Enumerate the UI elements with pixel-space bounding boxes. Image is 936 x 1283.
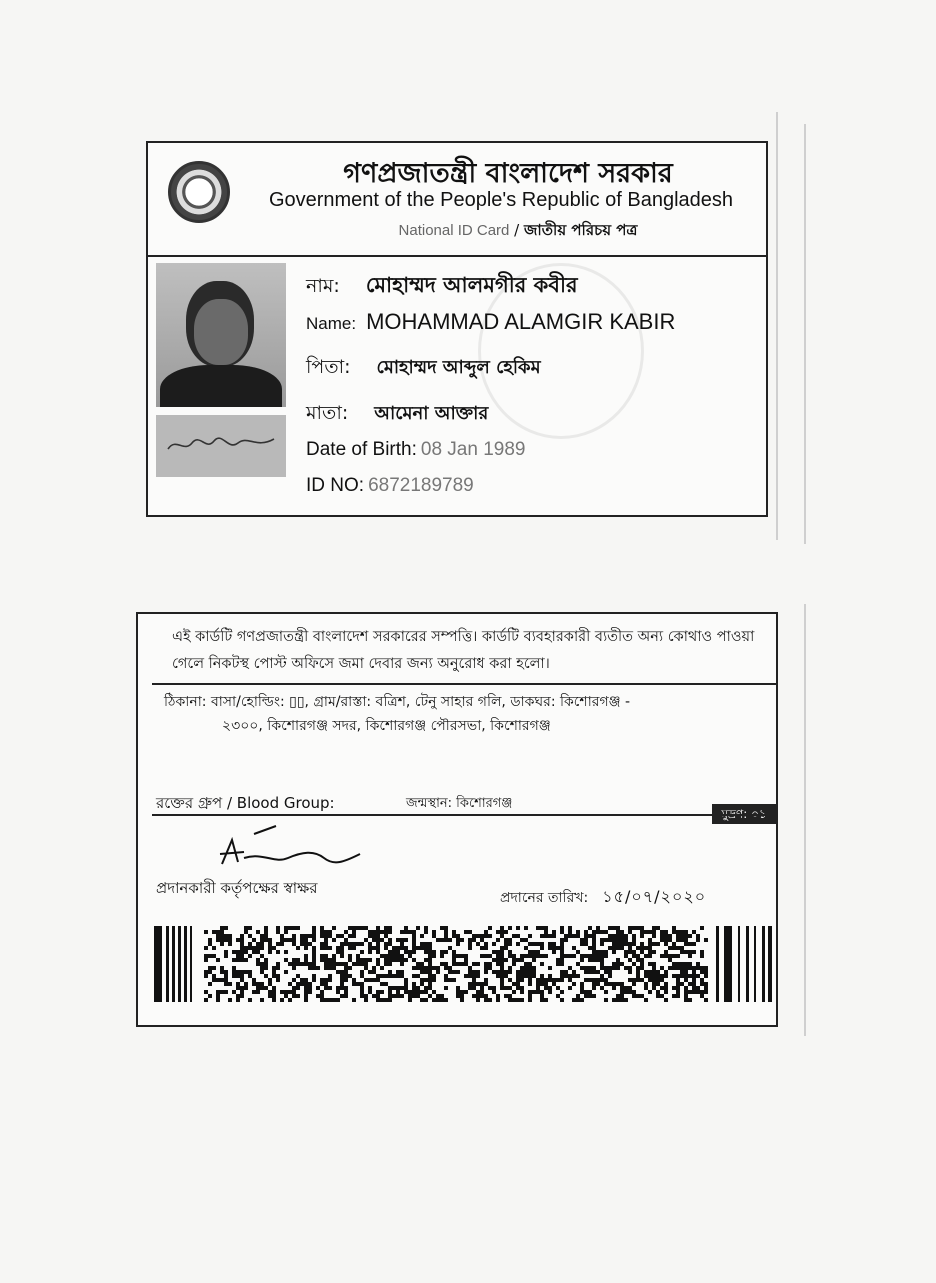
issuer-signature-icon [214, 824, 364, 872]
dob-label: Date of Birth: [306, 439, 417, 460]
card-header [148, 143, 766, 257]
address-label: ঠিকানা: [164, 694, 207, 710]
dob-row [306, 439, 525, 461]
issue-date [500, 884, 706, 911]
card-type-bangla: জাতীয় পরিচয় পত্র [524, 221, 638, 239]
address-value-line-2: ২৩০০, কিশোরগঞ্জ সদর, কিশোরগঞ্জ পৌরসভা, কিশোরগঞ্জ [222, 718, 551, 734]
print-count-badge: মুদ্রণ: ০১ [712, 804, 776, 824]
father-value: মোহাম্মদ আব্দুল হেকিম [376, 357, 541, 378]
divider [152, 683, 776, 685]
government-title-bangla: গণপ্রজাতন্ত্রী বাংলাদেশ সরকার [343, 158, 673, 189]
issue-date-value: ১৫/০৭/২০২০ [602, 887, 707, 906]
birthplace-value: কিশোরগঞ্জ [456, 796, 513, 811]
father-row [306, 353, 541, 385]
address-block [164, 690, 764, 738]
birthplace-label: জন্মস্থান: [406, 796, 452, 811]
signature-scribble-icon [166, 433, 276, 457]
property-notice: এই কার্ডটি গণপ্রজাতন্ত্রী বাংলাদেশ সরকারের সম্পত্তি। কার্ডটি ব্যবহারকারী ব্যতীত অন্য কোথাও পাওয়া গেলে নিকটস্থ পোস্ট অফিসে জমা দেবার জন্য অনুরোধ করা হলো। [172, 629, 755, 672]
blood-group-label: রক্তের গ্রুপ / Blood Group: [156, 794, 335, 812]
government-title-english: Government of the People's Republic of Bangladesh [268, 189, 734, 211]
issue-date-label: প্রদানের তারিখ: [500, 890, 589, 906]
divider [152, 814, 776, 816]
name-english-row [306, 309, 675, 335]
id-number-label: ID NO: [306, 475, 365, 496]
birthplace [406, 794, 512, 815]
name-english-label: Name: [306, 314, 357, 333]
card-type-separator: / [509, 221, 524, 239]
holder-photo [156, 263, 286, 407]
card-type-english: National ID Card [398, 222, 510, 239]
mother-label: মাতা: [306, 402, 349, 424]
paper-edge-right [776, 112, 778, 540]
holder-signature [156, 415, 286, 477]
id-number-value: 6872189789 [368, 475, 474, 496]
paper-edge-back-right [804, 604, 806, 1036]
mother-value: আমেনা আক্তার [374, 403, 489, 424]
mother-row [306, 399, 488, 431]
issuer-signature-label: প্রদানকারী কর্তৃপক্ষের স্বাক্ষর [156, 879, 318, 897]
name-bangla-value: মোহাম্মদ আলমগীর কবীর [365, 273, 578, 297]
name-bangla-row [306, 269, 578, 304]
card-type [288, 219, 748, 244]
name-bangla-label: নাম: [306, 275, 340, 297]
pdf417-barcode [154, 926, 772, 1002]
government-seal-icon [168, 161, 230, 223]
name-english-value: MOHAMMAD ALAMGIR KABIR [366, 309, 676, 334]
id-card-front [146, 141, 768, 517]
address-value: বাসা/হোল্ডিং: ▯▯, গ্রাম/রাস্তা: বত্রিশ, টেনু সাহার গলি, ডাকঘর: কিশোরগঞ্জ - [210, 694, 631, 710]
id-card-back [136, 612, 778, 1027]
id-number-row [306, 475, 474, 497]
father-label: পিতা: [306, 356, 351, 378]
paper-edge-right-outer [804, 124, 806, 544]
dob-value: 08 Jan 1989 [420, 439, 526, 460]
